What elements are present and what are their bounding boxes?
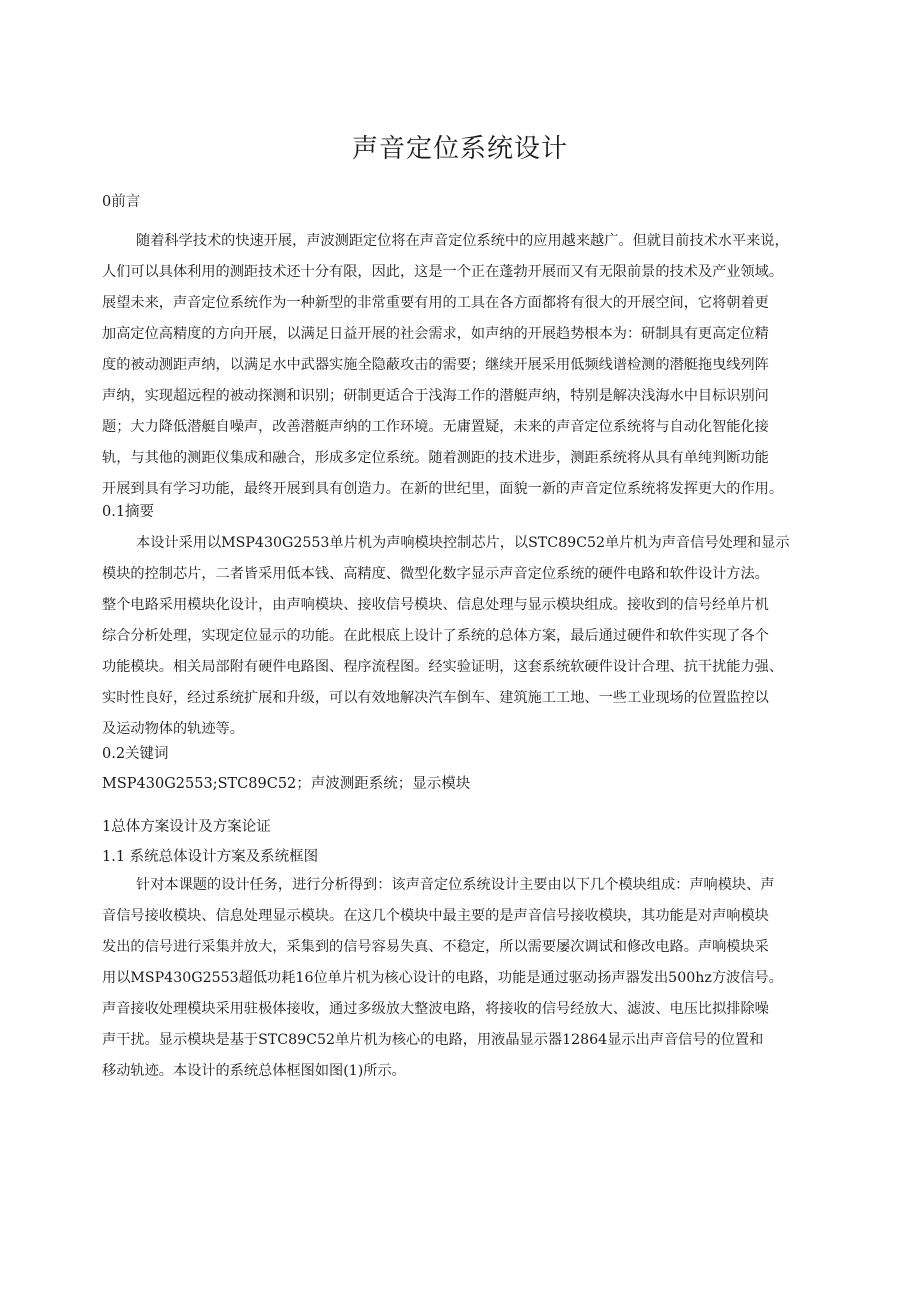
preface-line: 开展到具有学习功能，最终开展到具有创造力。在新的世纪里，面貌一新的声音定位系统将发挥更大的作用。	[102, 481, 784, 497]
section11-line: 移动轨迹。本设计的系统总体框图如图(1)所示。	[102, 1063, 406, 1079]
section11-line: 针对本课题的设计任务，进行分析得到：该声音定位系统设计主要由以下几个模块组成：声响模块、声	[136, 877, 775, 893]
preface-line: 轨，与其他的测距仪集成和融合，形成多定位系统。随着测距的技术进步，测距系统将从具有单纯判断功能	[102, 450, 769, 466]
abstract-line: 模块的控制芯片，二者皆采用低本钱、高精度、微型化数字显示声音定位系统的硬件电路和软件设计方法。	[102, 566, 769, 582]
section11-line: 用以MSP430G2553超低功耗16位单片机为核心设计的电路，功能是通过驱动扬声器发出500hz方波信号。	[102, 970, 783, 986]
preface-line: 声纳，实现超远程的被动探测和识别；研制更适合于浅海工作的潜艇声纳，特别是解决浅海水中目标识别问	[102, 388, 769, 404]
section11-heading: 1.1 系统总体设计方案及系统框图	[102, 849, 319, 865]
preface-line: 随着科学技术的快速开展，声波测距定位将在声音定位系统中的应用越来越广。但就目前技术水平来说，	[136, 233, 789, 249]
preface-line: 人们可以具体利用的测距技术还十分有限，因此，这是一个正在蓬勃开展而又有无限前景的技术及产业领域。	[102, 264, 784, 280]
document-title: 声音定位系统设计	[351, 134, 568, 164]
section11-line: 声干扰。显示模块是基于STC89C52单片机为核心的电路，用液晶显示器12864显示出声音信号的位置和	[102, 1032, 764, 1048]
preface-line: 展望未来，声音定位系统作为一种新型的非常重要有用的工具在各方面都将有很大的开展空间，它将朝着更	[102, 295, 769, 311]
preface-line: 题；大力降低潜艇自噪声，改善潜艇声纳的工作环境。无庸置疑，未来的声音定位系统将与自动化智能化接	[102, 419, 769, 435]
preface-line: 加高定位高精度的方向开展，以满足日益开展的社会需求，如声纳的开展趋势根本为：研制具有更高定位精	[102, 326, 769, 342]
keywords-text: MSP430G2553;STC89C52；声波测距系统；显示模块	[102, 776, 471, 792]
abstract-line: 综合分析处理，实现定位显示的功能。在此根底上设计了系统的总体方案，最后通过硬件和软件实现了各个	[102, 628, 769, 644]
preface-paragraph	[102, 226, 822, 505]
abstract-heading: 0.1摘要	[102, 504, 155, 520]
abstract-line: 功能模块。相关局部附有硬件电路图、程序流程图。经实验证明，这套系统软硬件设计合理、抗干扰能力强、	[102, 659, 784, 675]
chapter1-heading: 1总体方案设计及方案论证	[102, 819, 271, 835]
abstract-line: 整个电路采用模块化设计，由声响模块、接收信号模块、信息处理与显示模块组成。接收到的信号经单片机	[102, 597, 769, 613]
abstract-paragraph	[102, 528, 822, 745]
section11-line: 音信号接收模块、信息处理显示模块。在这几个模块中最主要的是声音信号接收模块，其功能是对声响模块	[102, 908, 769, 924]
keywords-heading: 0.2关键词	[102, 746, 169, 762]
section11-line: 发出的信号进行采集并放大，采集到的信号容易失真、不稳定，所以需要屡次调试和修改电路。声响模块采	[102, 939, 769, 955]
section11-paragraph	[102, 870, 822, 1087]
abstract-line: 实时性良好，经过系统扩展和升级，可以有效地解决汽车倒车、建筑施工工地、一些工业现场的位置监控以	[102, 690, 769, 706]
section11-line: 声音接收处理模块采用驻极体接收，通过多级放大整波电路，将接收的信号经放大、滤波、电压比拟排除噪	[102, 1001, 769, 1017]
abstract-line: 本设计采用以MSP430G2553单片机为声响模块控制芯片，以STC89C52单片机为声音信号处理和显示	[136, 535, 790, 551]
abstract-line: 及运动物体的轨迹等。	[102, 721, 244, 737]
preface-line: 度的被动测距声纳，以满足水中武器实施全隐蔽攻击的需要；继续开展采用低频线谱检测的潜艇拖曳线列阵	[102, 357, 769, 373]
preface-heading: 0前言	[102, 194, 141, 210]
